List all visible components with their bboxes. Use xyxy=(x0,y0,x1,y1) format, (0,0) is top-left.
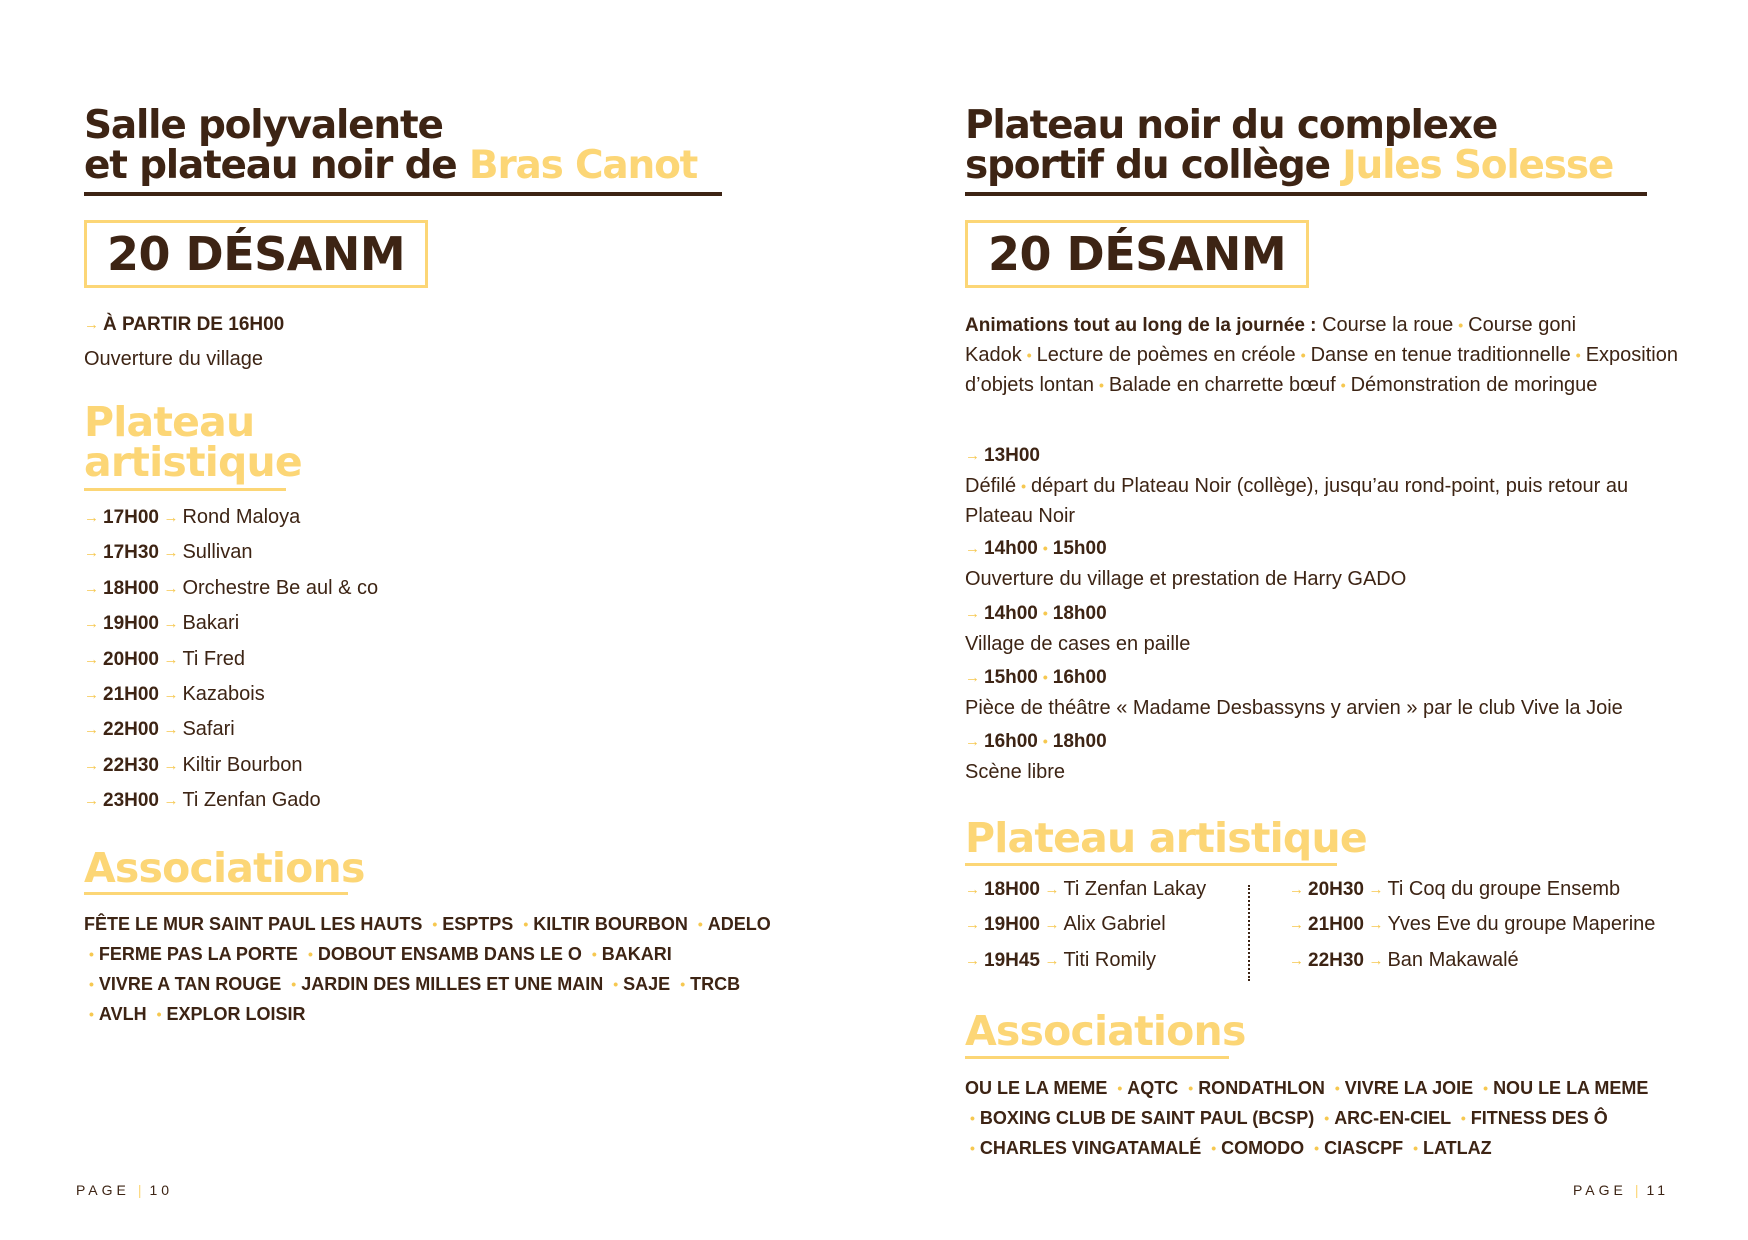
right-associations-underline xyxy=(965,1056,1229,1059)
event-desc-part: Pièce de théâtre « Madame Desbassyns y arvien » par le club Vive la Joie xyxy=(965,697,1623,719)
event-description xyxy=(965,758,1685,787)
schedule-act: Ban Makawalé xyxy=(1387,948,1519,971)
event-start-time: 16h00 xyxy=(984,731,1038,752)
left-start-time-line xyxy=(84,314,284,336)
association-name: CIASCPF xyxy=(1324,1138,1404,1158)
schedule-time: 22H00 xyxy=(103,719,159,741)
right-title-line1: Plateau noir du complexe xyxy=(965,103,1498,148)
schedule-act: Ti Zenfan Gado xyxy=(182,789,321,812)
dot-separator-icon: • xyxy=(156,1006,162,1022)
association-name: SAJE xyxy=(623,974,671,994)
arrow-right-icon: → xyxy=(965,916,980,934)
association-name: VIVRE A TAN ROUGE xyxy=(98,974,282,994)
event-start-time: 14h00 xyxy=(984,538,1038,559)
schedule-act: Ti Zenfan Lakay xyxy=(1063,878,1207,900)
schedule-act: Titi Romily xyxy=(1063,948,1157,971)
dot-separator-icon: • xyxy=(1026,347,1032,363)
schedule-row xyxy=(84,718,235,741)
dot-separator-icon: • xyxy=(1483,1080,1489,1096)
schedule-row xyxy=(965,878,1206,901)
event-time-line xyxy=(965,731,1107,753)
schedule-act: Rond Maloya xyxy=(182,506,301,528)
right-associations-list xyxy=(965,1074,1665,1164)
right-title-highlight: Jules Solesse xyxy=(1342,143,1614,188)
dot-separator-icon: • xyxy=(591,946,597,962)
dot-separator-icon: • xyxy=(1314,1140,1320,1156)
arrow-right-icon: → xyxy=(163,721,179,739)
schedule-time: 19H45 xyxy=(984,949,1040,971)
schedule-row xyxy=(84,506,300,529)
arrow-right-icon: → xyxy=(163,509,179,526)
right-title-underline xyxy=(965,192,1647,196)
left-page xyxy=(76,0,844,1240)
association-name: VIVRE LA JOIE xyxy=(1344,1078,1474,1098)
footer-separator: | xyxy=(137,1182,142,1198)
dot-separator-icon: • xyxy=(1300,347,1306,363)
event-time-line xyxy=(965,667,1107,689)
association-name: NOU LE LA MEME xyxy=(1493,1078,1649,1098)
event-desc-part: Scène libre xyxy=(965,761,1066,783)
arrow-right-icon: → xyxy=(84,721,99,739)
left-plateau-underline xyxy=(84,488,286,491)
association-name: AQTC xyxy=(1127,1078,1179,1098)
event-desc-part: Village de cases en paille xyxy=(965,633,1191,655)
dot-separator-icon: • xyxy=(89,976,94,992)
arrow-right-icon: → xyxy=(163,650,179,668)
arrow-right-icon: → xyxy=(1368,881,1384,898)
arrow-right-icon: → xyxy=(965,605,980,622)
left-title-line1: Salle polyvalente xyxy=(84,103,443,148)
association-name: KILTIR BOURBON xyxy=(533,914,688,934)
schedule-column-divider xyxy=(1248,885,1250,981)
schedule-row xyxy=(1289,878,1620,901)
arrow-right-icon: → xyxy=(965,669,980,686)
schedule-act: Orchestre Be aul & co xyxy=(182,576,379,599)
footer-separator: | xyxy=(1634,1182,1639,1198)
dot-separator-icon: • xyxy=(1413,1140,1419,1156)
arrow-right-icon: → xyxy=(84,509,99,526)
association-name: ADELO xyxy=(707,914,771,934)
left-associations-list xyxy=(84,910,784,1030)
association-name: ESPTPS xyxy=(442,914,514,934)
schedule-time: 22H30 xyxy=(103,754,159,776)
event-description xyxy=(965,472,1685,531)
arrow-right-icon: → xyxy=(84,756,99,774)
event-description xyxy=(965,565,1685,594)
left-title-line2-prefix: et plateau noir de xyxy=(84,143,469,188)
schedule-time: 20H00 xyxy=(103,648,159,670)
arrow-right-icon: → xyxy=(84,650,99,668)
event-start-time: 13H00 xyxy=(984,445,1040,466)
right-page-title xyxy=(965,103,1614,188)
arrow-right-icon: → xyxy=(1044,881,1060,898)
event-end-time: 18h00 xyxy=(1052,731,1107,752)
arrow-right-icon: → xyxy=(1368,916,1384,934)
right-footer-label: PAGE xyxy=(1573,1182,1627,1198)
dot-separator-icon: • xyxy=(307,946,313,962)
schedule-row xyxy=(84,541,253,564)
right-date-box: 20 DÉSANM xyxy=(965,220,1309,288)
animation-item: Démonstration de moringue xyxy=(1350,374,1598,396)
animations-label: Animations tout au long de la journée : xyxy=(965,315,1317,336)
arrow-right-icon: → xyxy=(1289,951,1304,969)
schedule-row xyxy=(84,789,321,812)
event-description xyxy=(965,694,1685,723)
schedule-act: Ti Coq du groupe Ensemb xyxy=(1387,878,1621,900)
right-plateau-title: Plateau artistique xyxy=(965,814,1367,862)
association-name: RONDATHLON xyxy=(1198,1078,1325,1098)
schedule-time: 20H30 xyxy=(1308,879,1364,900)
arrow-right-icon: → xyxy=(1044,916,1060,934)
schedule-time: 21H00 xyxy=(1308,914,1364,936)
dot-separator-icon: • xyxy=(1188,1080,1194,1096)
association-name: BOXING CLUB DE SAINT PAUL (BCSP) xyxy=(979,1108,1315,1128)
event-end-time: 18h00 xyxy=(1052,603,1107,624)
right-animations-paragraph xyxy=(965,311,1685,401)
animation-item: Course goni Kadok xyxy=(965,314,1577,366)
association-name: LATLAZ xyxy=(1423,1138,1492,1158)
left-page-title xyxy=(84,103,698,188)
left-title-line2 xyxy=(84,143,698,188)
dot-separator-icon: • xyxy=(1042,669,1048,685)
dot-separator-icon: • xyxy=(1460,1110,1466,1126)
right-footer-number: 11 xyxy=(1646,1182,1670,1198)
arrow-right-icon: → xyxy=(965,540,980,557)
arrow-right-icon: → xyxy=(965,733,980,750)
dot-separator-icon: • xyxy=(1021,478,1027,494)
left-footer xyxy=(76,1182,173,1198)
dot-separator-icon: • xyxy=(291,976,297,992)
right-footer xyxy=(1573,1182,1669,1198)
association-name: FITNESS DES Ô xyxy=(1470,1108,1608,1128)
dot-separator-icon: • xyxy=(613,976,619,992)
association-name: TRCB xyxy=(690,974,741,994)
left-plateau-title-line2: artistique xyxy=(84,438,302,486)
association-name: DOBOUT ENSAMB DANS LE O xyxy=(317,944,582,964)
event-description xyxy=(965,630,1685,659)
dot-separator-icon: • xyxy=(1098,377,1104,393)
arrow-right-icon: → xyxy=(84,579,99,597)
animation-item: Exposition d’objets lontan xyxy=(965,344,1678,396)
arrow-right-icon: → xyxy=(163,792,179,810)
schedule-time: 23H00 xyxy=(103,790,159,812)
arrow-right-icon: → xyxy=(965,881,980,898)
arrow-right-icon: → xyxy=(163,544,179,562)
association-name: EXPLOR LOISIR xyxy=(166,1004,306,1024)
arrow-right-icon: → xyxy=(1289,881,1304,898)
association-name: FÊTE LE MUR SAINT PAUL LES HAUTS xyxy=(84,914,423,934)
event-end-time: 15h00 xyxy=(1052,538,1107,559)
schedule-row xyxy=(1289,949,1519,972)
arrow-right-icon: → xyxy=(163,686,179,703)
dot-separator-icon: • xyxy=(1042,605,1048,621)
arrow-right-icon: → xyxy=(163,579,179,597)
event-desc-part: Ouverture du village et prestation de Harry GADO xyxy=(965,568,1407,590)
arrow-right-icon: → xyxy=(965,447,980,464)
schedule-row xyxy=(84,683,265,706)
arrow-right-icon: → xyxy=(163,756,179,774)
left-plateau-title xyxy=(84,398,302,486)
dot-separator-icon: • xyxy=(1042,540,1048,556)
dot-separator-icon: • xyxy=(89,1006,94,1022)
schedule-act: Sullivan xyxy=(182,541,253,564)
dot-separator-icon: • xyxy=(1340,377,1346,393)
schedule-row xyxy=(965,949,1156,972)
right-plateau-underline xyxy=(965,863,1337,866)
animation-item: Danse en tenue traditionnelle xyxy=(1310,344,1571,366)
event-start-time: 14h00 xyxy=(984,603,1038,624)
arrow-right-icon: → xyxy=(1368,951,1384,969)
left-footer-number: 10 xyxy=(149,1182,174,1198)
schedule-row xyxy=(84,612,239,635)
event-desc-part: départ du Plateau Noir (collège), jusqu’au rond-point, puis retour au Plateau Noir xyxy=(965,475,1629,527)
event-time-line xyxy=(965,538,1107,560)
arrow-right-icon: → xyxy=(84,686,99,703)
dot-separator-icon: • xyxy=(1334,1080,1340,1096)
schedule-act: Safari xyxy=(182,718,235,741)
schedule-time: 18H00 xyxy=(984,879,1040,900)
event-time-line xyxy=(965,445,1040,467)
arrow-right-icon: → xyxy=(1289,916,1304,934)
association-name: AVLH xyxy=(98,1004,147,1024)
schedule-act: Bakari xyxy=(182,612,240,635)
schedule-time: 21H00 xyxy=(103,684,159,705)
left-footer-label: PAGE xyxy=(76,1182,130,1198)
left-associations-title: Associations xyxy=(84,844,365,892)
arrow-right-icon: → xyxy=(84,792,99,810)
left-plateau-title-line1: Plateau xyxy=(84,398,255,446)
dot-separator-icon: • xyxy=(1211,1140,1217,1156)
schedule-act: Kazabois xyxy=(182,683,265,705)
animation-item: Course la roue xyxy=(1322,314,1454,336)
dot-separator-icon: • xyxy=(1042,733,1048,749)
schedule-row xyxy=(84,754,303,777)
schedule-act: Yves Eve du groupe Maperine xyxy=(1387,913,1656,936)
event-end-time: 16h00 xyxy=(1052,667,1107,688)
left-title-underline xyxy=(84,192,722,196)
schedule-time: 18H00 xyxy=(103,577,159,599)
left-associations-underline xyxy=(84,892,348,895)
right-title-line2 xyxy=(965,143,1614,188)
schedule-time: 17H30 xyxy=(103,542,159,564)
event-desc-part: Défilé xyxy=(965,475,1017,497)
arrow-right-icon: → xyxy=(84,544,99,562)
arrow-right-icon: → xyxy=(965,951,980,969)
left-start-desc: Ouverture du village xyxy=(84,348,263,370)
schedule-row xyxy=(84,577,378,600)
association-name: JARDIN DES MILLES ET UNE MAIN xyxy=(301,974,604,994)
arrow-right-icon: → xyxy=(163,615,179,633)
dot-separator-icon: • xyxy=(1575,347,1581,363)
arrow-right-icon: → xyxy=(84,615,99,633)
dot-separator-icon: • xyxy=(1324,1110,1330,1126)
right-associations-title: Associations xyxy=(965,1007,1246,1055)
dot-separator-icon: • xyxy=(1458,317,1464,333)
arrow-right-icon: → xyxy=(84,316,99,333)
dot-separator-icon: • xyxy=(680,976,686,992)
association-name: BAKARI xyxy=(601,944,672,964)
schedule-row xyxy=(965,913,1166,936)
association-name: COMODO xyxy=(1221,1138,1305,1158)
association-name: FERME PAS LA PORTE xyxy=(98,944,298,964)
left-start-label: À PARTIR DE 16H00 xyxy=(103,314,285,335)
dot-separator-icon: • xyxy=(970,1110,975,1126)
arrow-right-icon: → xyxy=(1044,951,1060,969)
schedule-time: 19H00 xyxy=(103,613,159,635)
schedule-act: Ti Fred xyxy=(182,647,246,670)
schedule-time: 22H30 xyxy=(1308,949,1364,971)
animation-item: Lecture de poèmes en créole xyxy=(1036,344,1296,366)
right-page xyxy=(965,0,1685,1240)
association-name: OU LE LA MEME xyxy=(965,1078,1108,1098)
schedule-time: 17H00 xyxy=(103,507,159,528)
schedule-row xyxy=(1289,913,1655,936)
schedule-act: Alix Gabriel xyxy=(1063,913,1166,936)
left-date-box: 20 DÉSANM xyxy=(84,220,428,288)
schedule-row xyxy=(84,648,245,671)
dot-separator-icon: • xyxy=(432,916,438,932)
animation-item: Balade en charrette bœuf xyxy=(1108,374,1336,396)
dot-separator-icon: • xyxy=(970,1140,975,1156)
dot-separator-icon: • xyxy=(697,916,703,932)
event-start-time: 15h00 xyxy=(984,667,1038,688)
right-title-line2-prefix: sportif du collège xyxy=(965,143,1343,188)
dot-separator-icon: • xyxy=(1117,1080,1123,1096)
association-name: ARC-EN-CIEL xyxy=(1334,1108,1451,1128)
schedule-act: Kiltir Bourbon xyxy=(182,753,303,776)
schedule-time: 19H00 xyxy=(984,914,1040,936)
event-time-line xyxy=(965,603,1107,625)
dot-separator-icon: • xyxy=(89,946,94,962)
association-name: CHARLES VINGATAMALÉ xyxy=(979,1138,1202,1158)
dot-separator-icon: • xyxy=(523,916,529,932)
left-title-highlight: Bras Canot xyxy=(468,143,698,188)
